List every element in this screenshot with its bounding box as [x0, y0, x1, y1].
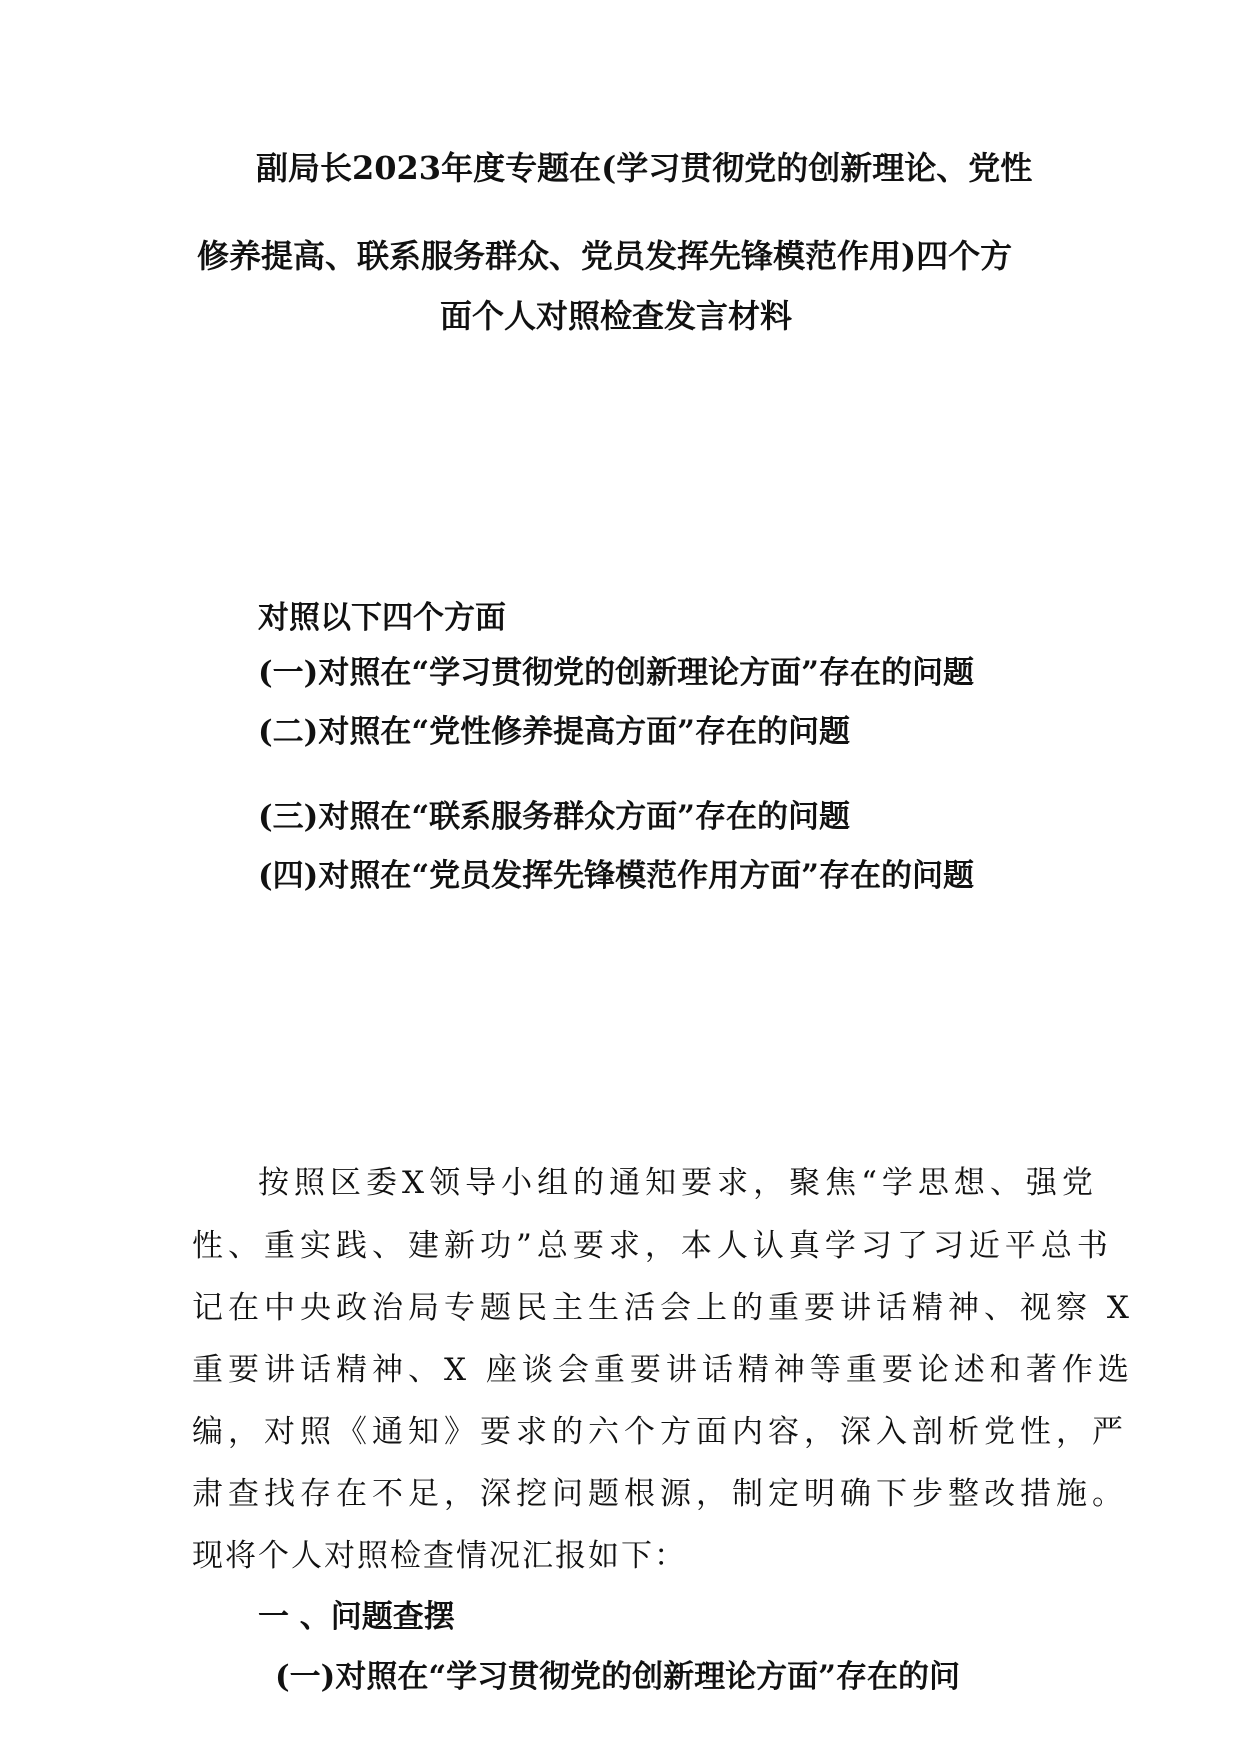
- document-title-line-3: 面个人对照检查发言材料: [440, 297, 793, 335]
- body-paragraph-line-7: 现将个人对照检查情况汇报如下：: [192, 1538, 687, 1574]
- section-subheading: (一)对照在“学习贯彻党的创新理论方面”存在的问: [275, 1659, 960, 1695]
- outline-item-3: (三)对照在“联系服务群众方面”存在的问题: [258, 799, 850, 835]
- body-paragraph-line-5: 编，对照《通知》要求的六个方面内容，深入剖析党性，严: [192, 1414, 1128, 1450]
- outline-intro: 对照以下四个方面: [258, 600, 506, 636]
- body-paragraph-line-4: 重要讲话精神、X 座谈会重要讲话精神等重要论述和著作选: [192, 1352, 1134, 1388]
- document-title-line-1: 副局长2023年度专题在(学习贯彻党的创新理论、党性: [256, 149, 1033, 187]
- body-paragraph-line-3: 记在中央政治局专题民主生活会上的重要讲话精神、视察 X: [192, 1290, 1134, 1326]
- outline-item-1: (一)对照在“学习贯彻党的创新理论方面”存在的问题: [258, 655, 974, 691]
- document-title-line-2: 修养提高、联系服务群众、党员发挥先锋模范作用)四个方: [197, 237, 1013, 275]
- outline-item-4: (四)对照在“党员发挥先锋模范作用方面”存在的问题: [258, 858, 974, 894]
- outline-item-2: (二)对照在“党性修养提高方面”存在的问题: [258, 714, 850, 750]
- body-paragraph-line-6: 肃查找存在不足，深挖问题根源，制定明确下步整改措施。: [192, 1476, 1128, 1512]
- body-paragraph-line-2: 性、重实践、建新功”总要求，本人认真学习了习近平总书: [192, 1228, 1113, 1264]
- section-heading: 一 、问题查摆: [258, 1599, 455, 1635]
- body-paragraph-line-1: 按照区委X领导小组的通知要求，聚焦“学思想、强党: [258, 1165, 1098, 1201]
